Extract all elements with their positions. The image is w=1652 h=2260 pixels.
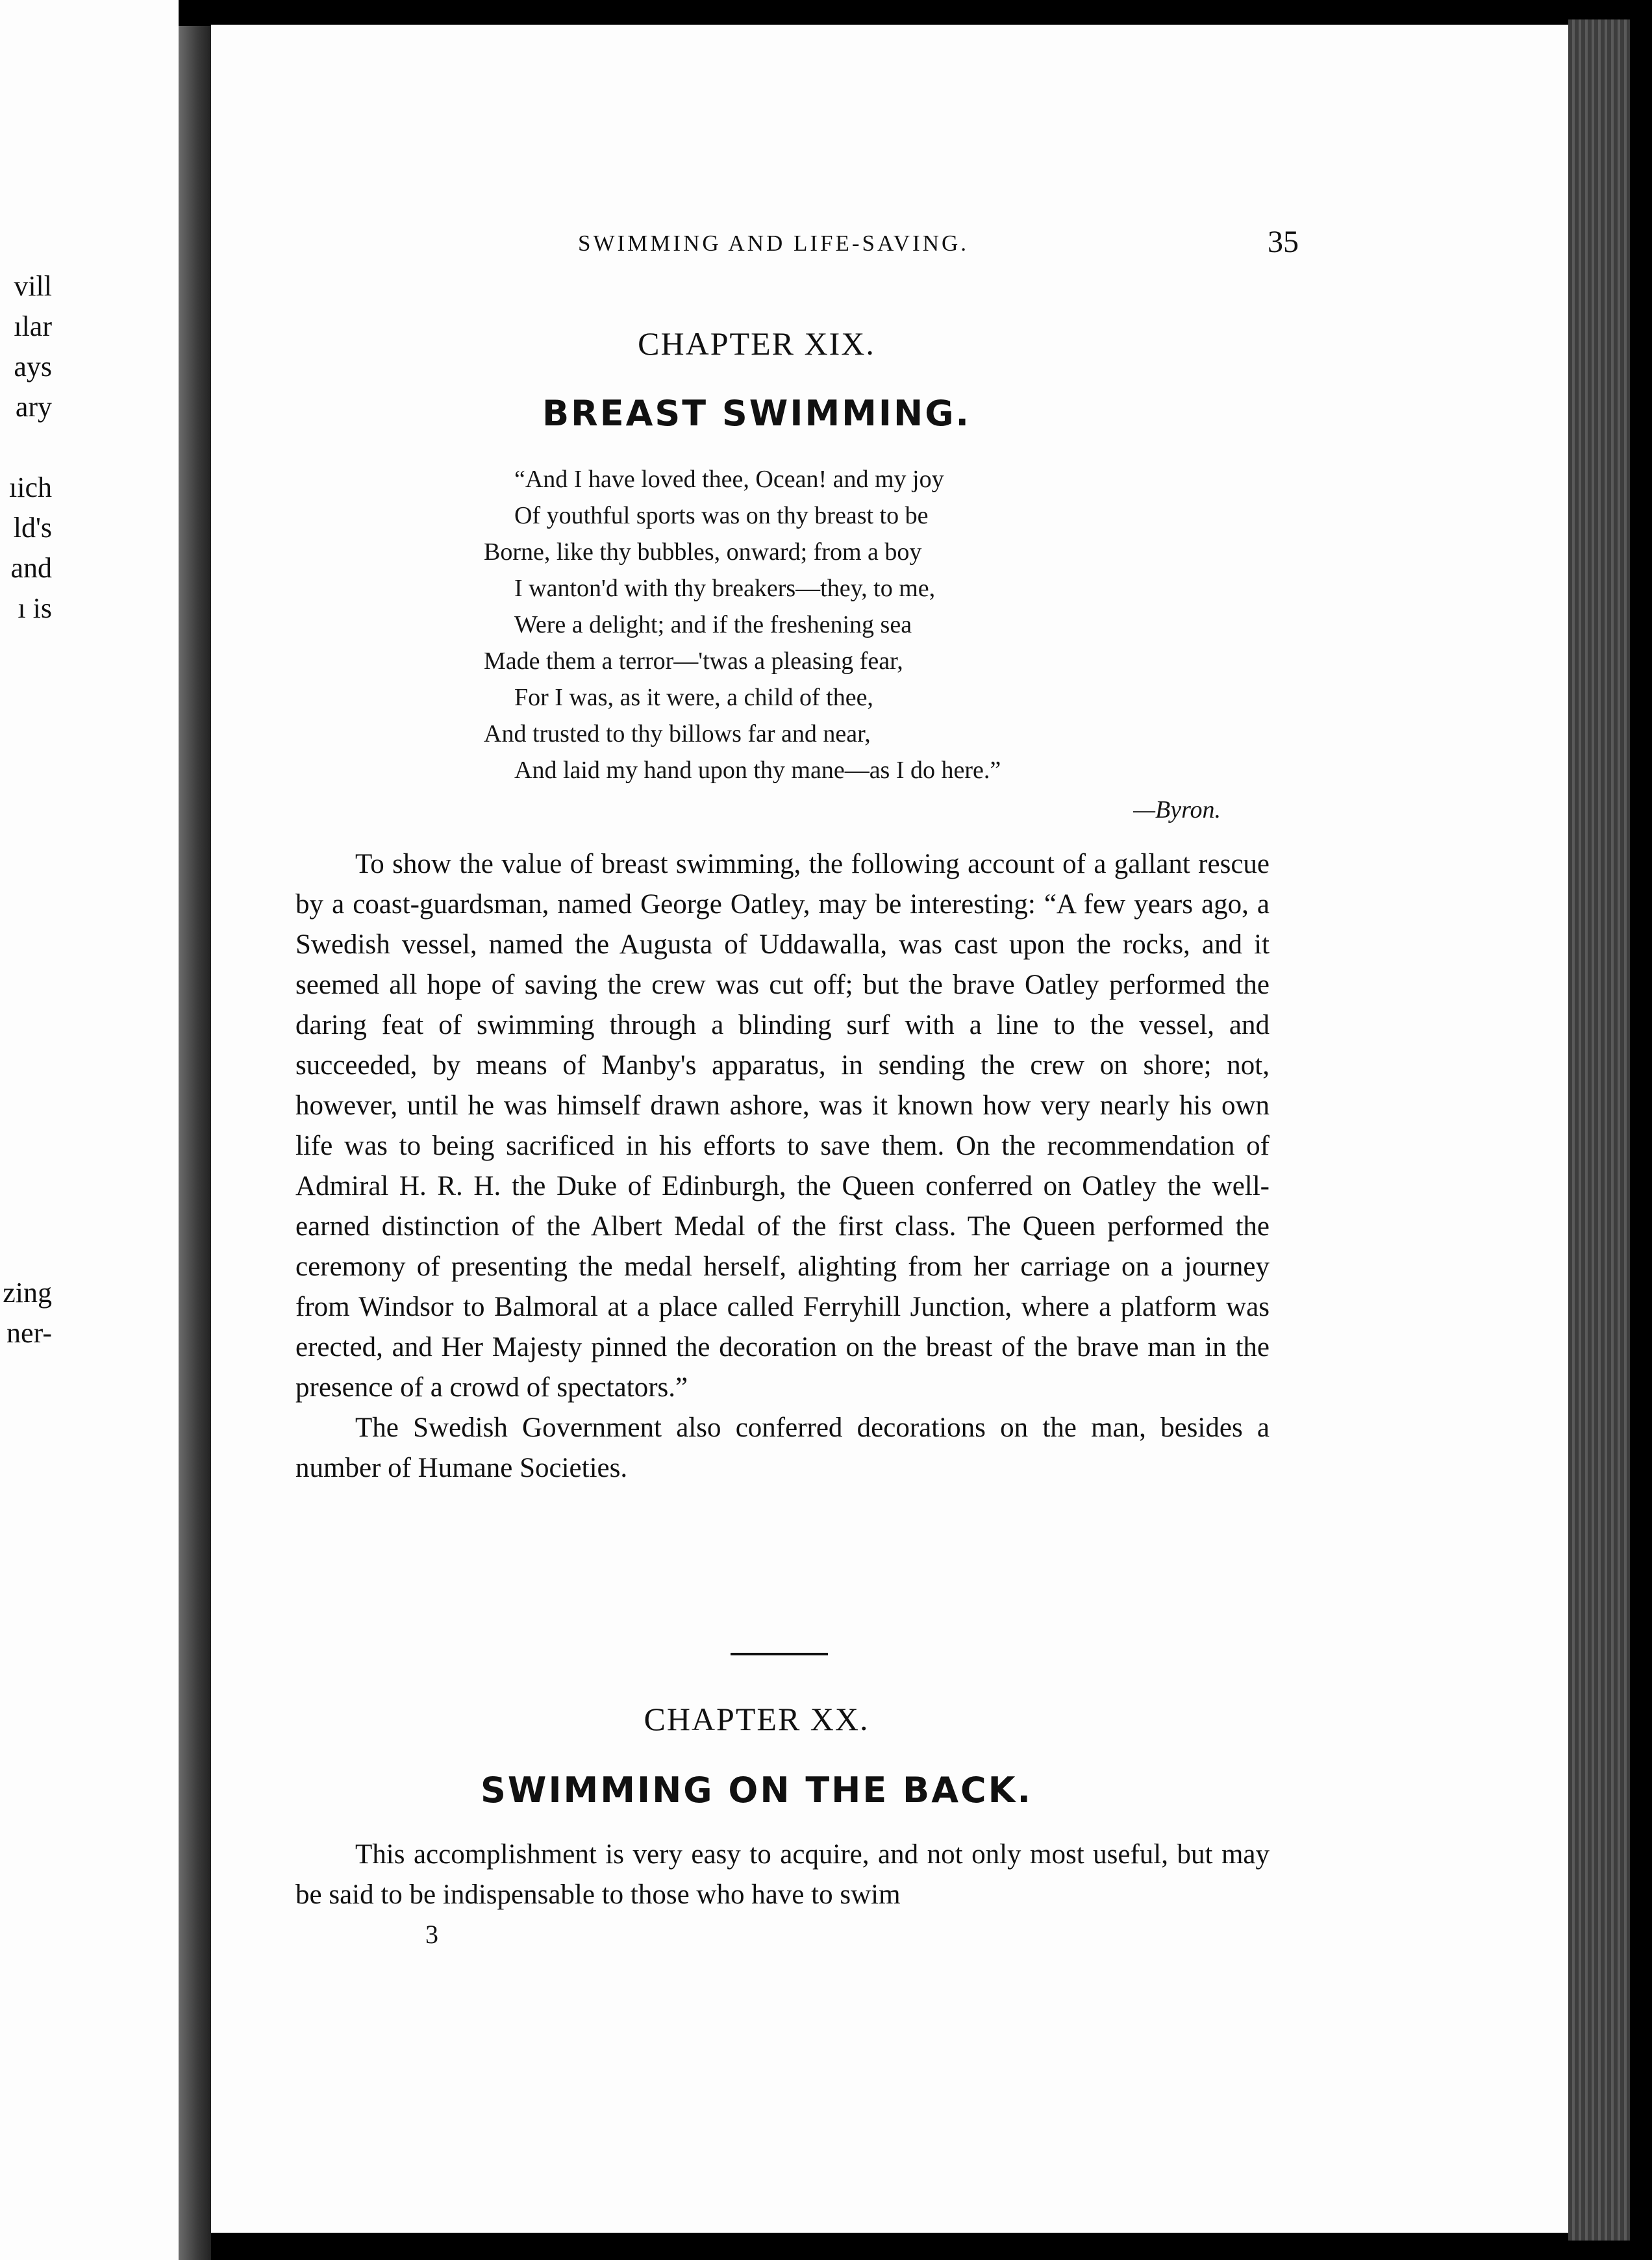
left-fragment — [0, 790, 179, 830]
left-fragment: ıich — [9, 471, 52, 503]
left-fragment — [0, 1152, 179, 1192]
page-edges — [1568, 19, 1630, 2241]
chapter-19-body — [295, 844, 1270, 1488]
body-paragraph: To show the value of breast swimming, the following account of a gallant rescue by a coast-guardsman, named George Oatley, may be interesting: “A few years ago, a Swedish vessel, named the Augusta of Uddawalla, was cast upon the rocks, and it seemed all hope of saving the crew was cut off; but the brave Oatley performed the daring feat of swimming through a blinding surf with a line to the vessel, and succeeded, by means of Manby's apparatus, in sending the crew on shore; not, however, until he was himself drawn ashore, was it known how very nearly his own life was to being sacrificed in his efforts to save them. On the recommendation of Admiral H. R. H. the Duke of Edinburgh, the Queen conferred on Oatley the well-earned distinction of the Albert Medal of the first class. The Queen performed the ceremony of presenting the medal herself, alighting from her carriage on a journey from Windsor to Balmoral at a place called Ferryhill Junction, where a platform was erected, and Her Majesty pinned the decoration on the breast of the brave man in the presence of a crowd of spectators.” — [295, 849, 1270, 1403]
left-fragment — [0, 709, 179, 749]
left-fragment — [0, 870, 179, 910]
left-fragment — [0, 669, 179, 709]
left-facing-page — [0, 0, 179, 2260]
left-fragment — [0, 1192, 179, 1233]
left-fragment: ays — [14, 351, 52, 383]
left-fragment: ılar — [14, 310, 52, 342]
poem-line: “And I have loved thee, Ocean! and my joy — [514, 466, 944, 493]
left-page-text-fragments — [0, 266, 179, 1353]
chapter-number: CHAPTER XX. — [644, 1701, 870, 1737]
poem-line: Made them a terror—'twas a pleasing fear, — [484, 647, 903, 675]
left-fragment — [0, 1233, 179, 1273]
chapter-title: BREAST SWIMMING. — [542, 393, 971, 434]
left-fragment: ı is — [18, 592, 52, 624]
left-fragment — [0, 951, 179, 991]
poem-line: Were a delight; and if the freshening sea — [514, 611, 912, 638]
poem-line: And trusted to thy billows far and near, — [484, 720, 871, 747]
body-paragraph: This accomplishment is very easy to acquire, and not only most useful, but may be said to be indispensable to those who have to swim — [295, 1839, 1270, 1910]
running-title: SWIMMING AND LIFE-SAVING. — [578, 231, 969, 256]
left-fragment — [0, 910, 179, 951]
poem-line: And laid my hand upon thy mane—as I do here.” — [514, 757, 1001, 784]
left-fragment — [0, 427, 179, 468]
left-fragment — [0, 1112, 179, 1152]
chapter-title: SWIMMING ON THE BACK. — [481, 1770, 1032, 1811]
chapter-20-body — [295, 1835, 1270, 1915]
chapter-number: CHAPTER XIX. — [638, 325, 875, 362]
epigraph-poem — [455, 461, 1299, 788]
epigraph-attribution: —Byron. — [1133, 796, 1221, 823]
poem-line: For I was, as it were, a child of thee, — [514, 684, 873, 711]
left-fragment: ld's — [13, 512, 52, 544]
poem-line: Borne, like thy bubbles, onward; from a boy — [484, 538, 922, 566]
left-fragment: zing — [3, 1277, 52, 1309]
poem-line: Of youthful sports was on thy breast to be — [514, 502, 929, 529]
left-fragment — [0, 830, 179, 870]
left-fragment: ner- — [6, 1317, 52, 1349]
section-divider — [731, 1653, 828, 1655]
left-fragment — [0, 749, 179, 790]
left-fragment: and — [10, 552, 52, 584]
left-fragment — [0, 991, 179, 1031]
poem-line: I wanton'd with thy breakers—they, to me, — [514, 575, 936, 602]
left-fragment — [0, 1072, 179, 1112]
left-fragment — [0, 629, 179, 669]
left-fragment: ary — [15, 391, 52, 423]
left-fragment: vill — [14, 270, 52, 302]
signature-mark: 3 — [425, 1920, 438, 1949]
left-fragment — [0, 1031, 179, 1072]
page-number: 35 — [1268, 225, 1299, 259]
body-paragraph: The Swedish Government also conferred decorations on the man, besides a number of Humane Societies. — [295, 1412, 1270, 1483]
book-gutter-shadow — [179, 26, 211, 2260]
